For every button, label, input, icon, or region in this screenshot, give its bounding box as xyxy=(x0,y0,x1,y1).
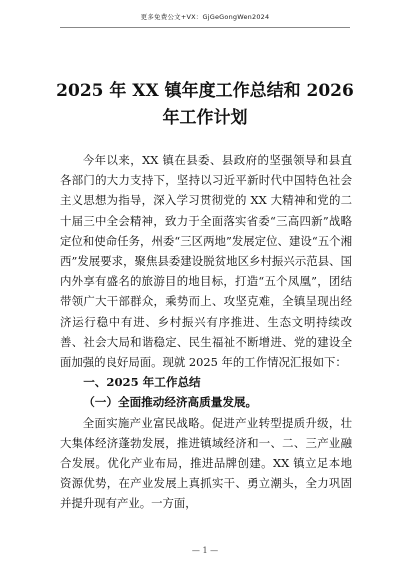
intro-paragraph: 今年以来，XX 镇在县委、县政府的坚强领导和县直各部门的大力支持下，坚持以习近平新时代中国特色社会主义思想为指导，深入学习贯彻党的 XX 大精神和党的二十届三中全会精神，致力于全面落实省委“三高四新”战略定位和使命任务，州委“三区两地”发展定位、建设“五个湘西”发展要求，聚焦县委建设脱贫地区乡村振兴示范县、国内外享有盛名的旅游目的地目标，打造“五个凤凰”，团结带领广大干部群众，乘势而上、攻坚克难，全镇呈现出经济运行稳中有进、乡村振兴有序推进、生态文明持续改善、社会大局和谐稳定、民生福祉不断增进、党的建设全面加强的良好局面。现就 2025 年的工作情况汇报如下： xyxy=(60,153,352,370)
page-number: — 1 — xyxy=(191,546,219,555)
section-heading: 一、2025 年工作总结 xyxy=(83,375,201,390)
header-note: 更多免费公文+VX：GjGeGongWen2024 xyxy=(140,13,270,21)
document-body xyxy=(60,150,352,514)
document-title: 2025 年 XX 镇年度工作总结和 2026 年工作计划 xyxy=(56,81,354,128)
body-paragraph: 全面实施产业富民战略。促进产业转型提质升级，壮大集体经济蓬勃发展，推进镇域经济和一、二、三产业融合发展。优化产业布局，推进品牌创建。XX 镇立足本地资源优势，在产业发展上真抓实干、勇立潮头，全力巩固并提升现有产业。一方面， xyxy=(60,415,352,511)
header-divider xyxy=(60,27,350,28)
subsection-heading: （一）全面推动经济高质量发展。 xyxy=(83,395,258,410)
